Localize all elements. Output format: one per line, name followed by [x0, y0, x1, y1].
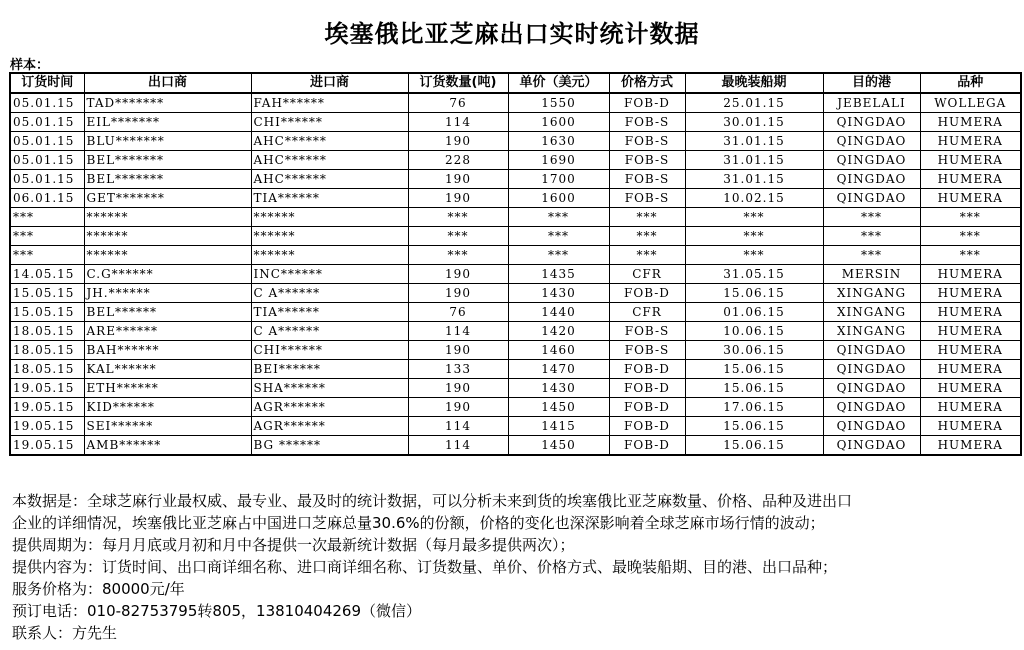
header-unit-price: 单价（美元）: [508, 73, 609, 93]
destination-port-cell: XINGANG: [823, 322, 920, 341]
order-date-cell: 05.01.15: [10, 170, 84, 189]
variety-cell: HUMERA: [920, 436, 1021, 456]
destination-port-cell: ***: [823, 227, 920, 246]
variety-cell: ***: [920, 208, 1021, 227]
quantity-cell: ***: [408, 246, 508, 265]
note-period: 提供周期为：每月月底或月初和月中各提供一次最新统计数据（每月最多提供两次）；: [12, 536, 575, 554]
table-row: [10, 284, 1021, 303]
note-contact: 联系人：方先生: [12, 624, 118, 642]
exporter-cell: KAL******: [84, 360, 251, 379]
destination-port-cell: ***: [823, 246, 920, 265]
price-terms-cell: ***: [609, 246, 685, 265]
order-date-cell: ***: [10, 246, 84, 265]
price-terms-cell: FOB-D: [609, 436, 685, 456]
unit-price-cell: 1600: [508, 189, 609, 208]
price-terms-cell: FOB-D: [609, 417, 685, 436]
price-terms-cell: ***: [609, 208, 685, 227]
table-row: [10, 322, 1021, 341]
variety-cell: HUMERA: [920, 132, 1021, 151]
quantity-cell: ***: [408, 208, 508, 227]
latest-shipment-cell: 10.06.15: [685, 322, 823, 341]
unit-price-cell: 1430: [508, 284, 609, 303]
table-row: [10, 246, 1021, 265]
destination-port-cell: XINGANG: [823, 284, 920, 303]
order-date-cell: 14.05.15: [10, 265, 84, 284]
variety-cell: HUMERA: [920, 303, 1021, 322]
destination-port-cell: JEBELALI: [823, 93, 920, 113]
table-row: [10, 436, 1021, 456]
variety-cell: HUMERA: [920, 360, 1021, 379]
order-date-cell: 05.01.15: [10, 93, 84, 113]
price-terms-cell: FOB-D: [609, 360, 685, 379]
table-header-row: [10, 73, 1021, 93]
sample-label: 样本：: [10, 58, 50, 73]
order-date-cell: 18.05.15: [10, 322, 84, 341]
variety-cell: ***: [920, 246, 1021, 265]
importer-cell: SHA******: [251, 379, 408, 398]
header-variety: 品种: [920, 73, 1021, 93]
header-destination-port: 目的港: [823, 73, 920, 93]
export-data-table: [9, 72, 1022, 456]
price-terms-cell: FOB-S: [609, 341, 685, 360]
variety-cell: HUMERA: [920, 379, 1021, 398]
destination-port-cell: QINGDAO: [823, 113, 920, 132]
price-terms-cell: FOB-D: [609, 93, 685, 113]
table-row: [10, 113, 1021, 132]
quantity-cell: 190: [408, 189, 508, 208]
table-row: [10, 151, 1021, 170]
latest-shipment-cell: 30.01.15: [685, 113, 823, 132]
price-terms-cell: FOB-S: [609, 189, 685, 208]
quantity-cell: 114: [408, 417, 508, 436]
price-terms-cell: FOB-D: [609, 284, 685, 303]
price-terms-cell: FOB-D: [609, 398, 685, 417]
importer-cell: C A******: [251, 284, 408, 303]
header-order-date: 订货时间: [10, 73, 84, 93]
order-date-cell: 19.05.15: [10, 436, 84, 456]
price-terms-cell: FOB-D: [609, 379, 685, 398]
importer-cell: AGR******: [251, 417, 408, 436]
note-phone: 预订电话：010-82753795转805，13810404269（微信）: [12, 602, 422, 620]
note-price: 服务价格为：80000元/年: [12, 580, 185, 598]
table-row: [10, 132, 1021, 151]
header-latest-shipment: 最晚装船期: [685, 73, 823, 93]
exporter-cell: BEL******: [84, 303, 251, 322]
exporter-cell: SEI******: [84, 417, 251, 436]
importer-cell: ******: [251, 208, 408, 227]
unit-price-cell: 1460: [508, 341, 609, 360]
importer-cell: TIA******: [251, 189, 408, 208]
destination-port-cell: QINGDAO: [823, 170, 920, 189]
latest-shipment-cell: 15.06.15: [685, 379, 823, 398]
importer-cell: CHI******: [251, 341, 408, 360]
quantity-cell: 133: [408, 360, 508, 379]
price-terms-cell: FOB-S: [609, 113, 685, 132]
importer-cell: TIA******: [251, 303, 408, 322]
quantity-cell: 228: [408, 151, 508, 170]
quantity-cell: 114: [408, 436, 508, 456]
importer-cell: BG ******: [251, 436, 408, 456]
note-description-2: 企业的详细情况，埃塞俄比亚芝麻占中国进口芝麻总量30.6%的份额，价格的变化也深深影响着全球芝麻市场行情的波动；: [12, 514, 825, 532]
variety-cell: HUMERA: [920, 151, 1021, 170]
price-terms-cell: FOB-S: [609, 170, 685, 189]
table-row: [10, 303, 1021, 322]
table-row: [10, 93, 1021, 113]
latest-shipment-cell: ***: [685, 246, 823, 265]
order-date-cell: 05.01.15: [10, 113, 84, 132]
unit-price-cell: 1700: [508, 170, 609, 189]
variety-cell: HUMERA: [920, 189, 1021, 208]
unit-price-cell: 1420: [508, 322, 609, 341]
exporter-cell: ETH******: [84, 379, 251, 398]
destination-port-cell: QINGDAO: [823, 132, 920, 151]
variety-cell: HUMERA: [920, 322, 1021, 341]
destination-port-cell: QINGDAO: [823, 189, 920, 208]
order-date-cell: 18.05.15: [10, 341, 84, 360]
exporter-cell: GET*******: [84, 189, 251, 208]
table-row: [10, 417, 1021, 436]
latest-shipment-cell: 15.06.15: [685, 417, 823, 436]
variety-cell: WOLLEGA: [920, 93, 1021, 113]
unit-price-cell: 1415: [508, 417, 609, 436]
variety-cell: HUMERA: [920, 417, 1021, 436]
order-date-cell: 15.05.15: [10, 303, 84, 322]
exporter-cell: TAD*******: [84, 93, 251, 113]
latest-shipment-cell: 15.06.15: [685, 436, 823, 456]
unit-price-cell: 1450: [508, 398, 609, 417]
importer-cell: ******: [251, 246, 408, 265]
destination-port-cell: XINGANG: [823, 303, 920, 322]
table-row: [10, 379, 1021, 398]
quantity-cell: 190: [408, 170, 508, 189]
unit-price-cell: 1550: [508, 93, 609, 113]
unit-price-cell: 1430: [508, 379, 609, 398]
unit-price-cell: 1690: [508, 151, 609, 170]
latest-shipment-cell: 31.01.15: [685, 132, 823, 151]
importer-cell: AHC******: [251, 151, 408, 170]
exporter-cell: EIL*******: [84, 113, 251, 132]
quantity-cell: 76: [408, 303, 508, 322]
latest-shipment-cell: ***: [685, 227, 823, 246]
order-date-cell: 19.05.15: [10, 417, 84, 436]
quantity-cell: 190: [408, 265, 508, 284]
quantity-cell: 190: [408, 379, 508, 398]
price-terms-cell: FOB-S: [609, 322, 685, 341]
latest-shipment-cell: 15.06.15: [685, 360, 823, 379]
table-row: [10, 208, 1021, 227]
table-row: [10, 189, 1021, 208]
latest-shipment-cell: 25.01.15: [685, 93, 823, 113]
importer-cell: CHI******: [251, 113, 408, 132]
latest-shipment-cell: 01.06.15: [685, 303, 823, 322]
quantity-cell: 114: [408, 322, 508, 341]
unit-price-cell: 1440: [508, 303, 609, 322]
destination-port-cell: QINGDAO: [823, 151, 920, 170]
table-body: [10, 93, 1021, 455]
exporter-cell: BAH******: [84, 341, 251, 360]
variety-cell: HUMERA: [920, 341, 1021, 360]
destination-port-cell: QINGDAO: [823, 417, 920, 436]
table-row: [10, 265, 1021, 284]
destination-port-cell: QINGDAO: [823, 360, 920, 379]
destination-port-cell: MERSIN: [823, 265, 920, 284]
latest-shipment-cell: 31.01.15: [685, 151, 823, 170]
unit-price-cell: 1630: [508, 132, 609, 151]
destination-port-cell: QINGDAO: [823, 436, 920, 456]
latest-shipment-cell: 31.05.15: [685, 265, 823, 284]
latest-shipment-cell: 31.01.15: [685, 170, 823, 189]
destination-port-cell: ***: [823, 208, 920, 227]
page-title: 埃塞俄比亚芝麻出口实时统计数据: [324, 20, 700, 48]
importer-cell: ******: [251, 227, 408, 246]
variety-cell: ***: [920, 227, 1021, 246]
destination-port-cell: QINGDAO: [823, 341, 920, 360]
table-row: [10, 170, 1021, 189]
importer-cell: INC******: [251, 265, 408, 284]
exporter-cell: C.G******: [84, 265, 251, 284]
note-content: 提供内容为：订货时间、出口商详细名称、进口商详细名称、订货数量、单价、价格方式、最晚装船期、目的港、出口品种；: [12, 558, 838, 576]
exporter-cell: BLU*******: [84, 132, 251, 151]
header-quantity: 订货数量(吨): [408, 73, 508, 93]
header-price-terms: 价格方式: [609, 73, 685, 93]
price-terms-cell: FOB-S: [609, 132, 685, 151]
unit-price-cell: 1600: [508, 113, 609, 132]
order-date-cell: ***: [10, 208, 84, 227]
latest-shipment-cell: ***: [685, 208, 823, 227]
header-exporter: 出口商: [84, 73, 251, 93]
price-terms-cell: CFR: [609, 303, 685, 322]
quantity-cell: 76: [408, 93, 508, 113]
importer-cell: AGR******: [251, 398, 408, 417]
exporter-cell: AMB******: [84, 436, 251, 456]
order-date-cell: 19.05.15: [10, 379, 84, 398]
unit-price-cell: 1470: [508, 360, 609, 379]
order-date-cell: 05.01.15: [10, 151, 84, 170]
unit-price-cell: ***: [508, 227, 609, 246]
order-date-cell: 19.05.15: [10, 398, 84, 417]
order-date-cell: 05.01.15: [10, 132, 84, 151]
variety-cell: HUMERA: [920, 113, 1021, 132]
note-description-1: 本数据是：全球芝麻行业最权威、最专业、最及时的统计数据，可以分析未来到货的埃塞俄比亚芝麻数量、价格、品种及进出口: [12, 492, 853, 510]
exporter-cell: BEL*******: [84, 151, 251, 170]
unit-price-cell: ***: [508, 246, 609, 265]
variety-cell: HUMERA: [920, 170, 1021, 189]
unit-price-cell: 1435: [508, 265, 609, 284]
importer-cell: BEI******: [251, 360, 408, 379]
latest-shipment-cell: 15.06.15: [685, 284, 823, 303]
latest-shipment-cell: 17.06.15: [685, 398, 823, 417]
table-row: [10, 341, 1021, 360]
variety-cell: HUMERA: [920, 284, 1021, 303]
notes-section: [12, 490, 1012, 644]
importer-cell: FAH******: [251, 93, 408, 113]
table-row: [10, 227, 1021, 246]
order-date-cell: 06.01.15: [10, 189, 84, 208]
variety-cell: HUMERA: [920, 398, 1021, 417]
exporter-cell: JH.******: [84, 284, 251, 303]
price-terms-cell: FOB-S: [609, 151, 685, 170]
destination-port-cell: QINGDAO: [823, 379, 920, 398]
table-row: [10, 398, 1021, 417]
latest-shipment-cell: 10.02.15: [685, 189, 823, 208]
importer-cell: AHC******: [251, 132, 408, 151]
quantity-cell: 114: [408, 113, 508, 132]
price-terms-cell: CFR: [609, 265, 685, 284]
exporter-cell: BEL*******: [84, 170, 251, 189]
exporter-cell: ******: [84, 208, 251, 227]
quantity-cell: 190: [408, 132, 508, 151]
exporter-cell: ******: [84, 227, 251, 246]
unit-price-cell: ***: [508, 208, 609, 227]
exporter-cell: ARE******: [84, 322, 251, 341]
exporter-cell: KID******: [84, 398, 251, 417]
quantity-cell: 190: [408, 284, 508, 303]
table-row: [10, 360, 1021, 379]
order-date-cell: ***: [10, 227, 84, 246]
price-terms-cell: ***: [609, 227, 685, 246]
header-importer: 进口商: [251, 73, 408, 93]
variety-cell: HUMERA: [920, 265, 1021, 284]
importer-cell: AHC******: [251, 170, 408, 189]
latest-shipment-cell: 30.06.15: [685, 341, 823, 360]
order-date-cell: 18.05.15: [10, 360, 84, 379]
order-date-cell: 15.05.15: [10, 284, 84, 303]
importer-cell: C A******: [251, 322, 408, 341]
quantity-cell: ***: [408, 227, 508, 246]
unit-price-cell: 1450: [508, 436, 609, 456]
quantity-cell: 190: [408, 398, 508, 417]
destination-port-cell: QINGDAO: [823, 398, 920, 417]
exporter-cell: ******: [84, 246, 251, 265]
quantity-cell: 190: [408, 341, 508, 360]
